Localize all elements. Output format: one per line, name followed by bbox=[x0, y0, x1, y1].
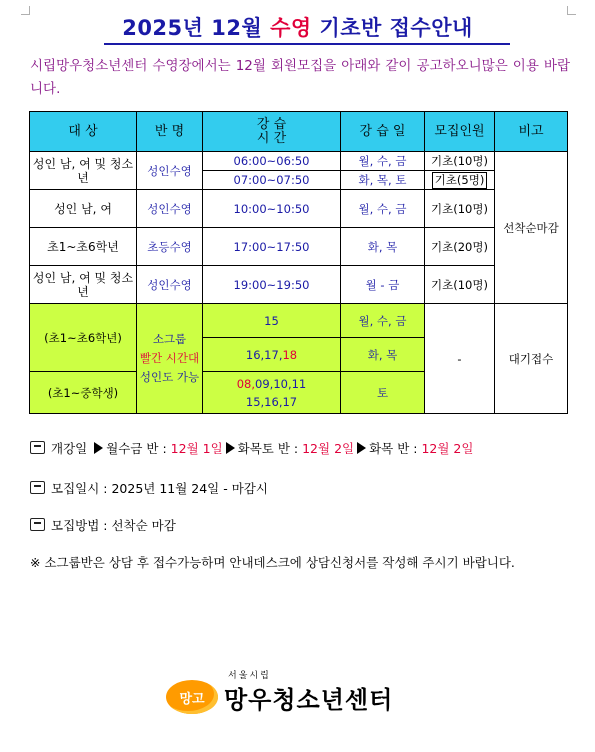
group-class-line2: 빨간 시간대 bbox=[139, 351, 200, 365]
row1-days-a: 월, 수, 금 bbox=[341, 152, 425, 171]
header-time-line1: 강 습 bbox=[256, 116, 287, 132]
group-times-b bbox=[203, 338, 341, 372]
row3-class: 초등수영 bbox=[137, 228, 203, 266]
footnote: ※ 소그룹반은 상담 후 접수가능하며 안내데스크에 상담신청서를 작성해 주시기 바랍니다. bbox=[30, 555, 515, 570]
group-times-b-black: 16,17, bbox=[245, 347, 283, 362]
logo-name: 망우청소년센터 bbox=[224, 686, 394, 714]
table-row bbox=[30, 152, 568, 171]
mwf-label: 월수금 반 : bbox=[106, 441, 167, 456]
header-quota: 모집인원 bbox=[425, 112, 495, 152]
arrow-right-icon bbox=[94, 442, 103, 454]
row3-quota: 기초(20명) bbox=[425, 228, 495, 266]
group-times-b-red: 18 bbox=[282, 347, 298, 362]
row4-days: 월 - 금 bbox=[341, 266, 425, 304]
group-class-line1: 소그룹 bbox=[152, 332, 187, 346]
row1-quota-a: 기초(10명) bbox=[425, 152, 495, 171]
group-class bbox=[137, 304, 203, 414]
row1-time-a: 06:00~06:50 bbox=[203, 152, 341, 171]
logo-subtitle: 서울시립 bbox=[228, 671, 271, 681]
title-swim: 수영 bbox=[270, 16, 312, 40]
row3-time: 17:00~17:50 bbox=[203, 228, 341, 266]
row1-time-b: 07:00~07:50 bbox=[203, 171, 341, 190]
pointing-hand-icon bbox=[30, 518, 45, 531]
tts-date: 12월 2일 bbox=[302, 441, 355, 456]
row1-target: 성인 남, 여 및 청소년 bbox=[30, 152, 137, 190]
title-rest: 기초반 접수안내 bbox=[319, 16, 473, 40]
tts-label: 화목토 반 : bbox=[237, 441, 299, 456]
group-times-c-black: 09,10,11 bbox=[255, 376, 307, 391]
note-start-date bbox=[30, 439, 473, 457]
logo-ball-text: 망고 bbox=[179, 692, 205, 707]
title-underline bbox=[104, 43, 510, 45]
method-text: 모집방법 : 선착순 마감 bbox=[51, 518, 176, 533]
header-days: 강 습 일 bbox=[341, 112, 425, 152]
row1-class: 성인수영 bbox=[137, 152, 203, 190]
row1-quota-b bbox=[425, 171, 495, 190]
page-title bbox=[0, 12, 595, 42]
table-row bbox=[30, 190, 568, 228]
row1-quota-b-box: 기초(5명) bbox=[432, 172, 488, 189]
period-text: 모집일시 : 2025년 11월 24일 - 마감시 bbox=[51, 481, 268, 496]
row3-days: 화, 목 bbox=[341, 228, 425, 266]
row2-days: 월, 수, 금 bbox=[341, 190, 425, 228]
row2-class: 성인수영 bbox=[137, 190, 203, 228]
row2-time: 10:00~10:50 bbox=[203, 190, 341, 228]
group-target-a: (초1~초6학년) bbox=[30, 304, 137, 372]
row1-days-b: 화, 목, 토 bbox=[341, 171, 425, 190]
group-times-a: 15 bbox=[203, 304, 341, 338]
schedule-table bbox=[29, 111, 568, 414]
note-first-come: 선착순마감 bbox=[495, 152, 568, 304]
group-days-a: 월, 수, 금 bbox=[341, 304, 425, 338]
table-row bbox=[30, 266, 568, 304]
row3-target: 초1~초6학년 bbox=[30, 228, 137, 266]
arrow-right-icon bbox=[357, 442, 366, 454]
tt-label: 화목 반 : bbox=[369, 441, 418, 456]
row4-time: 19:00~19:50 bbox=[203, 266, 341, 304]
row2-quota: 기초(10명) bbox=[425, 190, 495, 228]
header-time-line2: 시 간 bbox=[256, 130, 287, 146]
tt-date: 12월 2일 bbox=[421, 441, 474, 456]
header-target: 대 상 bbox=[30, 112, 137, 152]
intro-text: 시립망우청소년센터 수영장에서는 12월 회원모집을 아래와 같이 공고하오니많은 이용 바랍니다. bbox=[30, 58, 570, 97]
group-days-b: 화, 목 bbox=[341, 338, 425, 372]
table-row bbox=[30, 228, 568, 266]
group-days-c: 토 bbox=[341, 372, 425, 414]
group-class-line3: 성인도 가능 bbox=[139, 370, 200, 384]
pointing-hand-icon bbox=[30, 441, 45, 454]
header-time bbox=[203, 112, 341, 152]
group-times-c-red: 08, bbox=[236, 376, 256, 391]
table-header-row bbox=[30, 112, 568, 152]
note-method bbox=[30, 516, 176, 534]
row4-quota: 기초(10명) bbox=[425, 266, 495, 304]
header-class: 반 명 bbox=[137, 112, 203, 152]
title-date: 2025년 12월 bbox=[122, 16, 263, 40]
row4-class: 성인수영 bbox=[137, 266, 203, 304]
mwf-date: 12월 1일 bbox=[170, 441, 223, 456]
note-period bbox=[30, 479, 268, 497]
header-note: 비고 bbox=[495, 112, 568, 152]
center-logo bbox=[166, 668, 436, 718]
row2-target: 성인 남, 여 bbox=[30, 190, 137, 228]
group-quota: - bbox=[425, 304, 495, 414]
group-times-c bbox=[203, 372, 341, 414]
start-label: 개강일 bbox=[51, 441, 88, 456]
logo-mango-icon bbox=[166, 680, 218, 714]
arrow-right-icon bbox=[226, 442, 235, 454]
pointing-hand-icon bbox=[30, 481, 45, 494]
group-times-c-line2: 15,16,17 bbox=[245, 394, 298, 409]
table-row bbox=[30, 304, 568, 338]
group-target-b: (초1~중학생) bbox=[30, 372, 137, 414]
group-note: 대기접수 bbox=[495, 304, 568, 414]
row4-target: 성인 남, 여 및 청소년 bbox=[30, 266, 137, 304]
